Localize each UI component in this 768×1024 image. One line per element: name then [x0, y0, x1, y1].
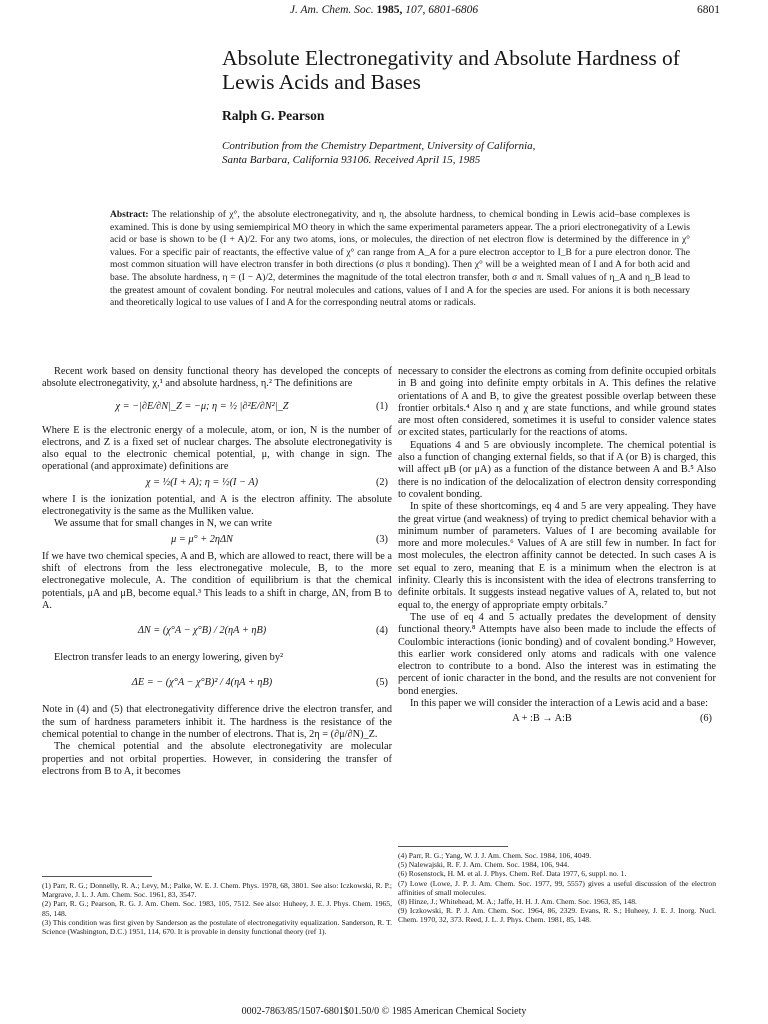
journal-year: 1985,	[376, 4, 403, 16]
equation-3	[42, 534, 392, 548]
equation-number: (5)	[375, 677, 388, 689]
equation-expression: A + :B → A:B	[512, 713, 572, 725]
body-paragraph: Note in (4) and (5) that electronegativity difference drive the electron transfer, and the sum of hardness parameters inhibit it. The hardness is the resistance of the chemical potential to change in the number of electrons. That is, 2η = (∂μ/∂N)_Z.	[42, 704, 392, 741]
affiliation-line-1: Contribution from the Chemistry Department, University of California,	[222, 140, 536, 152]
body-paragraph: necessary to consider the electrons as coming from definite occupied orbitals in B and going into definite empty orbitals in A. This defines the relative orientations of A and B, to give the greatest possible overlap between these frontier orbitals.⁴ Also η and χ are state functions, and while ground states are most often considered, sometimes it is useful to consider valence states or excited states, particularly for the reactions of atoms.	[398, 366, 716, 439]
body-paragraph: In spite of these shortcomings, eq 4 and 5 are very appealing. They have the great virtue (and weakness) of trying to predict chemical behavior with a minimum number of parameters. Values of I are becoming available for more and more molecules.⁶ Values of A are still few in number. In fact for most molecules, the electron affinity cannot be detected. In such cases A is set equal to zero, meaning that E is a minimum when the electron is at infinity. Clearly this is inconsistent with the idea of electrons transferring to definite orbitals. It suggests instead negative values of A, related to, but not equal to, the energy of appropriate empty orbitals.⁷	[398, 501, 716, 611]
footnote-5: (5) Nalewajski, R. F. J. Am. Chem. Soc. 1984, 106, 944.	[398, 860, 570, 870]
footnote-6: (6) Rosenstock, H. M. et al. J. Phys. Chem. Ref. Data 1977, 6, suppl. no. 1.	[398, 869, 627, 879]
equation-6	[398, 713, 716, 727]
journal-citation	[0, 4, 768, 16]
body-paragraph: In this paper we will consider the interaction of a Lewis acid and a base:	[410, 698, 708, 710]
footnotes-left	[42, 881, 392, 936]
equation-number: (4)	[375, 625, 388, 637]
body-paragraph: Where E is the electronic energy of a molecule, atom, or ion, N is the number of electrons, and Z is a fixed set of nuclear charges. The absolute electronegativity is also equal to the electronic chemical potential, μ, with change in sign. The operational (and approximate) definitions are	[42, 424, 392, 473]
footnote-9: (9) Iczkowski, R. P. J. Am. Chem. Soc. 1964, 86, 2329. Evans, R. S.; Huheey, J. E. J. Inorg. Nucl. Chem. 1970, 32, 373. Reed, J. L. J. Phys. Chem. 1981, 85, 148.	[398, 906, 716, 925]
footnote-4: (4) Parr, R. G.; Yang, W. J. J. Am. Chem. Soc. 1984, 106, 4049.	[398, 851, 592, 860]
right-column	[398, 366, 716, 730]
equation-5	[42, 667, 392, 701]
left-column	[42, 366, 392, 778]
equation-expression: μ = μ° + 2ηΔN	[171, 533, 233, 545]
equation-2	[42, 477, 392, 491]
equation-expression: χ = −|∂E/∂N|_Z = −μ; η = ½ |∂²E/∂N²|_Z	[115, 400, 289, 412]
equation-number: (2)	[375, 476, 388, 488]
footnotes-right	[398, 851, 716, 925]
footnote-1: (1) Parr, R. G.; Donnelly, R. A.; Levy, M.; Palke, W. E. J. Chem. Phys. 1978, 68, 3801. See also: Iczkowski, R. P.; Margrave, J. L. J. Am. Chem. Soc. 1961, 83, 3547.	[42, 881, 392, 900]
footnote-3: (3) This condition was first given by Sanderson as the postulate of electronegativity equalization. Sanderson, R. T. Science (Washington, D.C.) 1951, 114, 670. It is provable in density functional theory (ref 1).	[42, 917, 392, 937]
journal-name: J. Am. Chem. Soc.	[289, 4, 374, 16]
affiliation	[222, 140, 662, 167]
equation-number: (3)	[375, 533, 388, 545]
body-paragraph: Electron transfer leads to an energy lowering, given by²	[54, 652, 284, 664]
page-number: 6801	[697, 4, 720, 16]
abstract	[110, 209, 690, 310]
equation-expression: ΔE = − (χ°A − χ°B)² / 4(ηA + ηB)	[131, 677, 273, 689]
abstract-label: Abstract:	[110, 210, 149, 220]
running-head	[0, 4, 768, 20]
affiliation-line-2: Santa Barbara, California 93106. Received April 15, 1985	[222, 153, 481, 166]
body-paragraph: where I is the ionization potential, and A is the electron affinity. The absolute electronegativity is the same as the Mulliken value.	[42, 493, 392, 518]
footnote-divider-right	[398, 846, 508, 847]
footnote-7: (7) Lowe (Lowe, J. P. J. Am. Chem. Soc. 1977, 99, 5557) gives a useful discussion of the electron affinities of small molecules.	[398, 878, 716, 897]
body-paragraph: Equations 4 and 5 are obviously incomplete. The chemical potential is also a function of changing external fields, so that if A (or B) is charged, this will affect μB (or μA) as a function of the distance between A and B.⁵ Also there is no indication of the delocalization of electron density corresponding to covalent bonding.	[398, 439, 716, 500]
body-paragraph: If we have two chemical species, A and B, which are allowed to react, there will be a shift of electrons from the less electronegative molecule, B, to the more electronegative molecule, A. The condition of equilibrium is that the chemical potentials, μA and μB, become equal.³ This leads to a shift in charge, ΔN, from B to A.	[42, 550, 392, 611]
abstract-text: The relationship of χ°, the absolute electronegativity, and η, the absolute hardness, to chemical bonding in Lewis acid–base complexes is examined. This is done by using semiempirical MO theory in which the same experimental parameters appear. The a priori electronegativity of a Lewis acid or base is shown to be (I + A)/2. For any two atoms, ions, or molecules, the direction of net electron flow is determined by the difference in χ° values. For a specific pair of reactants, the effective value of χ° can range from A_A for a pure electron acceptor to I_B for a pure electron donor. The most common situation will have electron transfer in both directions (σ plus π bonding). Then χ° will be a weighted mean of I and A for both acid and base. The absolute hardness, η = (I − A)/2, determines the magnitude of the total electron transfer, both σ and π. Small values of η_A and η_B lead to the greatest amount of covalent bonding. For neutral molecules and cations, values of I and A for the species are used. For anions it is both necessary and theoretically logical to use values of I and A for the corresponding neutral atoms or radicals.	[110, 210, 690, 309]
equation-expression: χ = ½(I + A); η = ½(I − A)	[145, 476, 259, 488]
body-paragraph: Recent work based on density functional theory has developed the concepts of absolute electronegativity, χ,¹ and absolute hardness, η.² The definitions are	[42, 366, 392, 390]
footnote-2: (2) Parr, R. G.; Pearson, R. G. J. Am. Chem. Soc. 1983, 105, 7512. See also: Huheey, J. E. J. Phys. Chem. 1965, 85, 148.	[42, 899, 392, 918]
body-paragraph: The use of eq 4 and 5 actually predates the development of density functional theory.⁸ Attempts have also been made to include the effects of Coulombic interactions (ionic bonding) and of covalent bonding.⁹ However, this earlier work considered only atoms and radicals with one valence electron to contribute to a bond. Also the interest was in estimating the percent of ionic character in the bond, and the results are not convenient for bond energies.	[398, 611, 716, 697]
footnote-8: (8) Hinze, J.; Whitehead, M. A.; Jaffe, H. H. J. Am. Chem. Soc. 1963, 85, 148.	[398, 897, 637, 907]
article-title: Absolute Electronegativity and Absolute Hardness of Lewis Acids and Bases	[222, 46, 680, 94]
equation-number: (6)	[699, 713, 712, 725]
equation-1	[42, 394, 392, 422]
equation-expression: ΔN = (χ°A − χ°B) / 2(ηA + ηB)	[137, 625, 267, 637]
equation-4	[42, 615, 392, 649]
copyright-footer: 0002-7863/85/1507-6801$01.50/0 © 1985 American Chemical Society	[241, 1006, 527, 1017]
footnote-divider-left	[42, 876, 152, 877]
equation-number: (1)	[375, 400, 388, 412]
body-paragraph: We assume that for small changes in N, we can write	[54, 518, 272, 530]
journal-volume-pages: 107, 6801-6806	[405, 4, 479, 16]
author-name: Ralph G. Pearson	[222, 108, 325, 123]
body-paragraph: The chemical potential and the absolute electronegativity are molecular properties and not orbital properties. However, in considering the transfer of electrons from B to A, it becomes	[42, 741, 392, 777]
